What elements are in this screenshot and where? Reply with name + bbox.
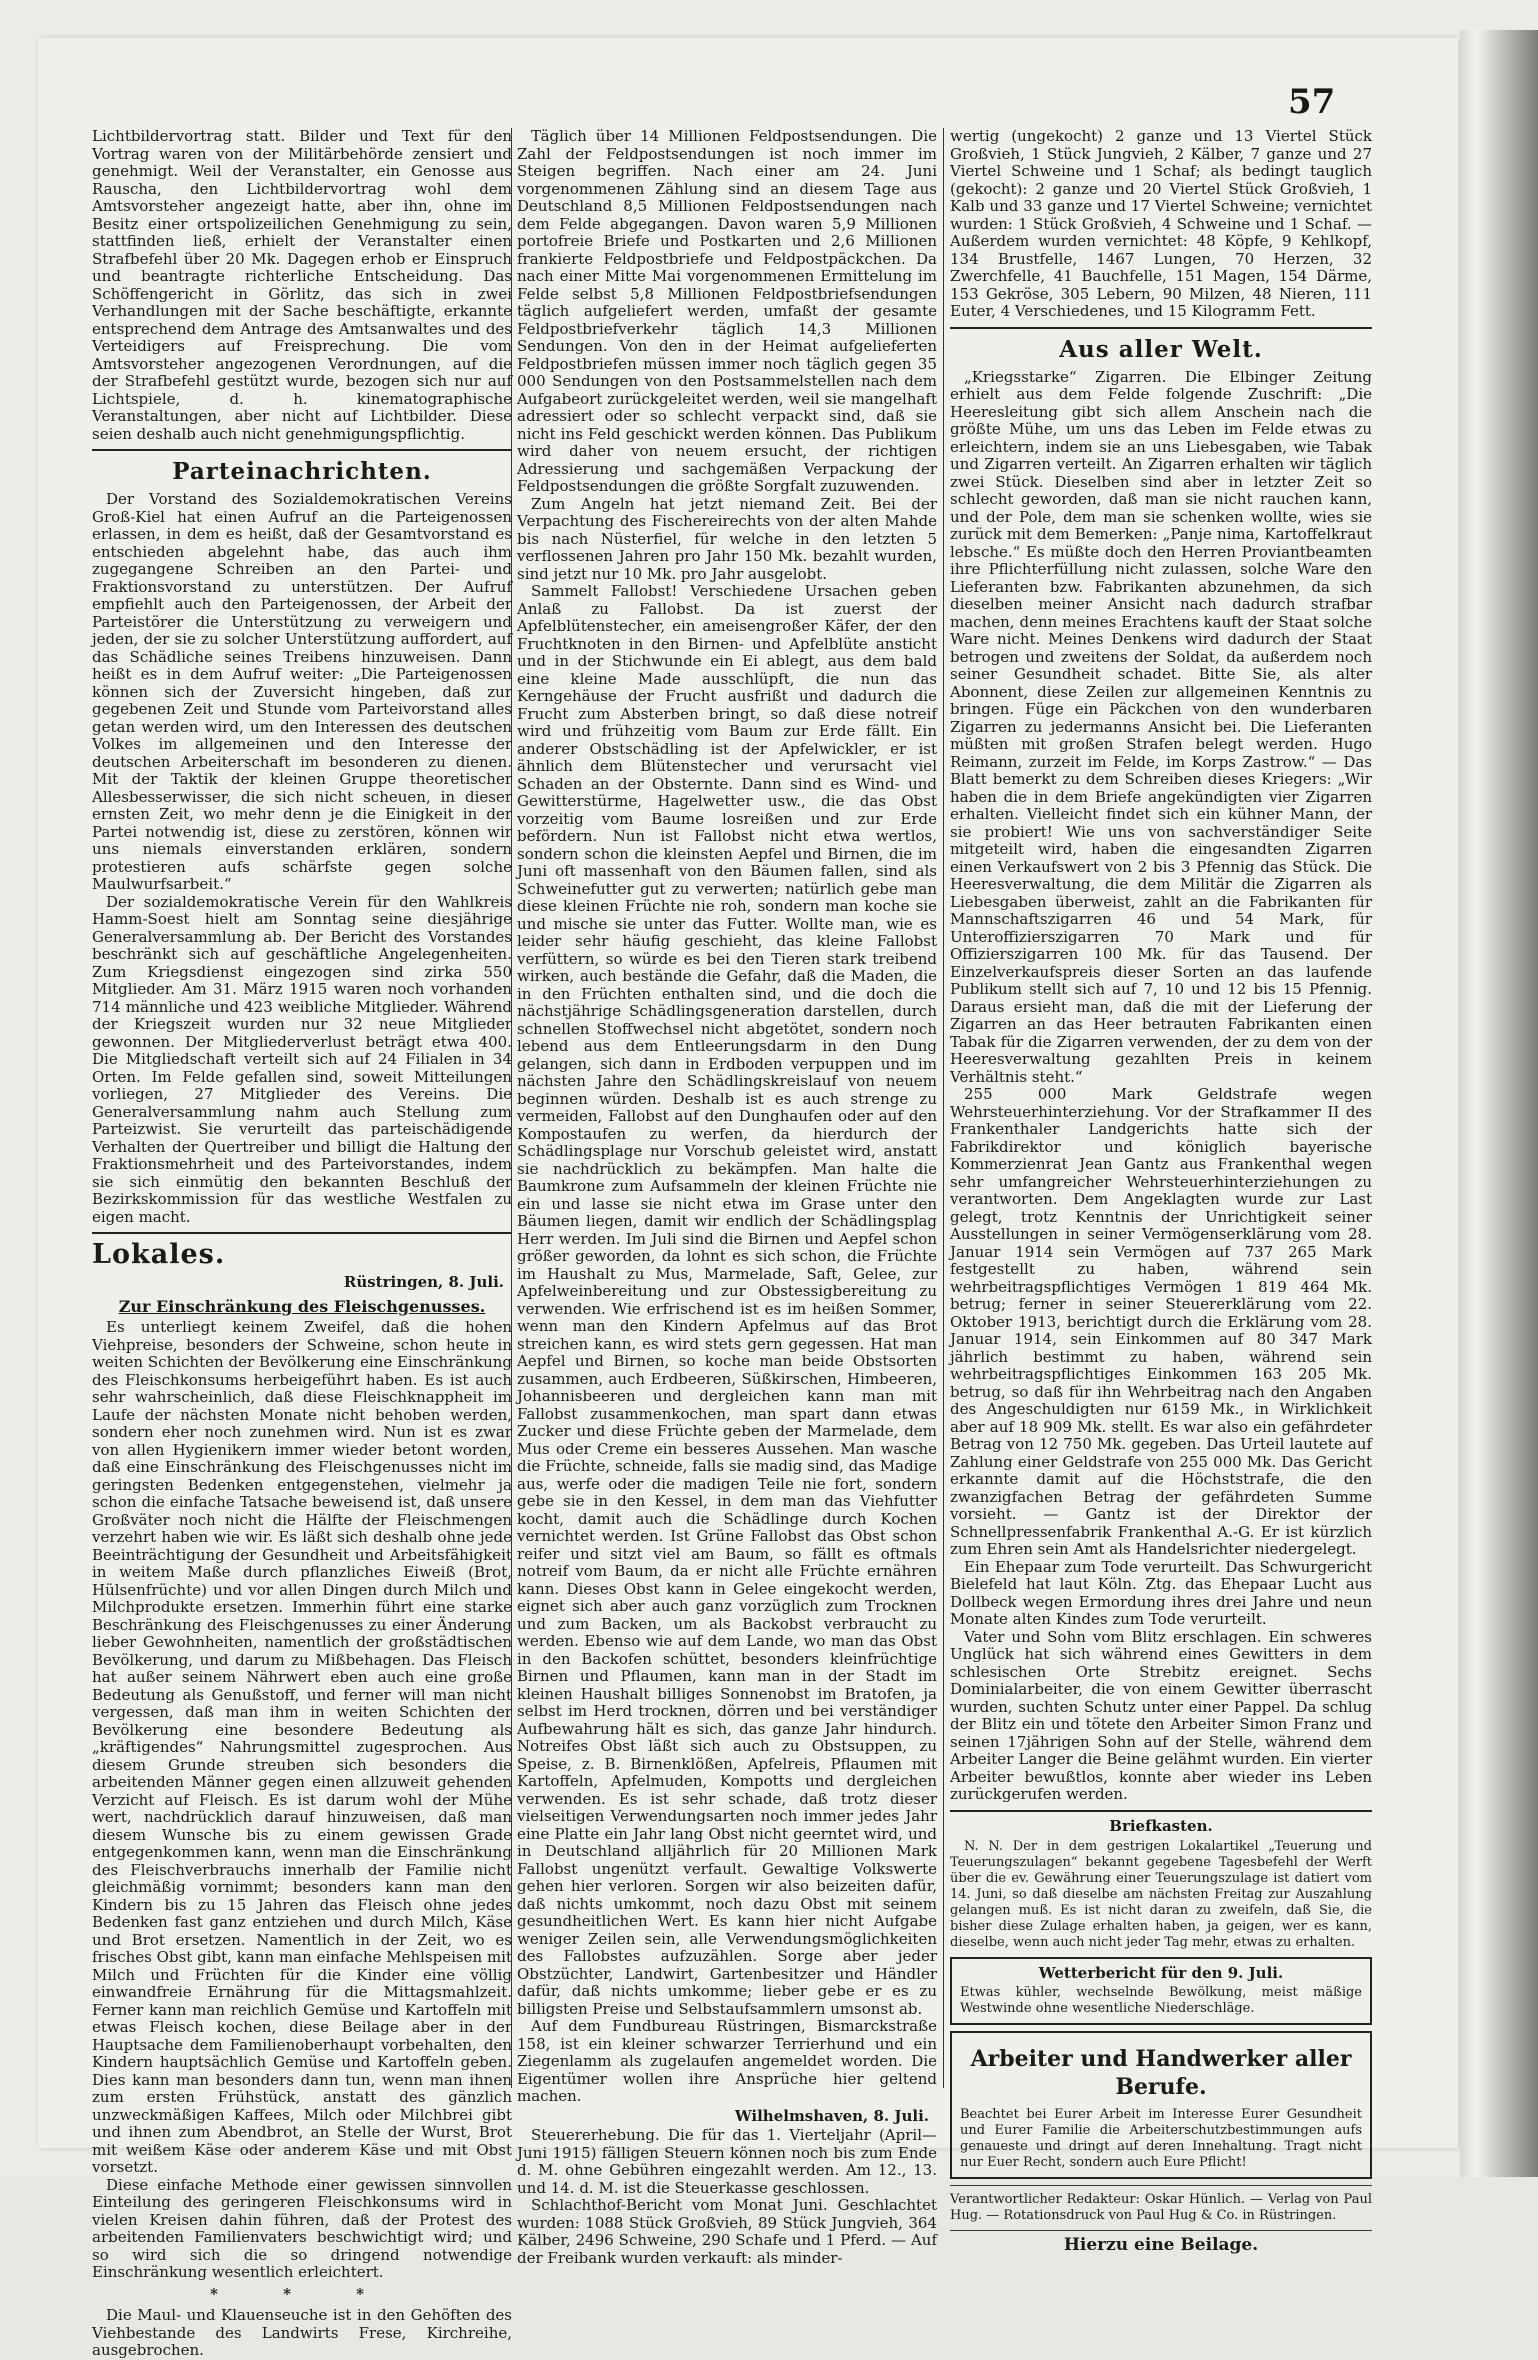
advert-text: Beachtet bei Eurer Arbeit im Interesse Eurer Gesundheit und Eurer Familie die Arbeiterschutzbestimmungen aufs genaueste und dringt auf deren Innehaltung. Tragt nicht nur Euer Recht, sondern auch Eure Pflicht! <box>960 2107 1362 2170</box>
advert-box <box>950 2031 1372 2179</box>
article-lichtbild: Lichtbildervortrag statt. Bilder und Text für den Vortrag waren von der Militärbehörde zensiert und genehmigt. Weil der Veranstalter, ein Genosse aus Rauscha, den Lichtbildervortrag wohl dem Amtsvorsteher angezeigt hatte, aber ihn, ohne im Besitz einer ortspolizeilichen Genehmigung zu sein, stattfinden ließ, erhielt der Veranstalter einen Strafbefehl über 20 Mk. Dagegen erhob er Einspruch und beantragte richterliche Entscheidung. Das Schöffengericht in Görlitz, das sich in zwei Verhandlungen mit der Sache beschäftigte, erkannte entsprechend dem Antrage des Amtsanwaltes und des Verteidigers auf Freisprechung. Die vom Amtsvorsteher angezogenen Verordnungen, auf die der Strafbefehl gestützt wurde, bezogen sich nur auf Lichtspiele, d. h. kinematographische Veranstaltungen, aber nicht auf Lichtbilder. Diese seien deshalb auch nicht genehmigungspflichtig. <box>92 127 512 443</box>
article-title-fleisch: Zur Einschränkung des Fleischgenusses. <box>118 1296 486 1316</box>
article-maulseuche: Die Maul- und Klauenseuche ist in den Gehöften des Viehbestande des Landwirts Frese, Kirchreihe, ausgebrochen. <box>92 2306 512 2359</box>
article-zigarren: „Kriegsstarke“ Zigarren. Die Elbinger Zeitung erhielt aus dem Felde folgende Zuschrift: „Die Heeresleitung gibt sich allem Anschein nach die größte Mühe, um uns das Leben im Felde etwas zu erleichtern, indem sie an uns Liebesgaben, wie Tabak und Zigarren verteilt. An Zigarren erhalten wir täglich zwei Stück. Dieselben sind aber in letzter Zeit so schlecht geworden, daß man sie nicht rauchen kann, und der Pole, dem man sie schenken wollte, wies sie zurück mit dem Bemerken: „Panje nima, Kartoffelkraut lebsche.“ Es müßte doch den Herren Proviantbeamten ihre Pflichterfüllung nicht zulassen, solche Ware den Lieferanten bzw. Fabrikanten abzunehmen, da sich dieselben meiner Ansicht nach dadurch strafbar machen, denn meines Erachtens kauft der Staat solche Ware nicht. Meines Denkens wird dadurch der Staat betrogen und zweitens der Soldat, da außerdem noch seiner Gesundheit schadet. Bitte Sie, als alter Abonnent, diese Zeilen zur allgemeinen Kenntnis zu bringen. Füge ein Päckchen von den wunderbaren Zigarren zu jedermanns Ansicht bei. Die Lieferanten müßten mit großen Strafen belegt werden. Hugo Reimann, zurzeit im Felde, im Korps Zastrow.“ — Das Blatt bemerkt zu dem Schreiben dieses Kriegers: „Wir haben die in dem Briefe angekündigten vier Zigarren erhalten. Vielleicht findet sich ein kühner Mann, der sie probiert! Wie uns von sachverständiger Seite mitgeteilt wird, haben die eingesandten Zigarren einen Verkaufswert von 2 bis 3 Pfennig das Stück. Die Heeresverwaltung, die dem Militär die Zigarren als Liebesgaben überweist, zahlt an die Fabrikanten für Mannschaftszigarren 46 und 54 Mark, für Unteroffizierszigarren 70 Mark und für Offizierszigarren 100 Mk. für das Tausend. Der Einzelverkaufspreis dieser Sorten an das laufende Publikum stellt sich auf 7, 10 und 12 bis 15 Pfennig. Daraus ersieht man, daß die mit der Lieferung der Zigarren an das Heer betrauten Fabrikanten einen Tabak für die Zigarren verwenden, der zu dem von der Heeresverwaltung gezahlten Preis in keinem Verhältnis steht.“ <box>950 367 1372 1086</box>
column-rule-2 <box>943 128 944 2088</box>
article-blitz: Vater und Sohn vom Blitz erschlagen. Ein schweres Unglück hat sich während eines Gewitters in dem schlesischen Orte Strebitz ereignet. Sechs Dominialarbeiter, die von einem Gewitter überrascht wurden, suchten Schutz unter einer Pappel. Da schlug der Blitz ein und tötete den Arbeiter Simon Franz und seinen 17jährigen Sohn auf der Stelle, während dem Arbeiter Langer die Beine gelähmt wurden. Ein vierter Arbeiter bewußtlos, konnte aber wieder ins Leben zurückgerufen werden. <box>950 1627 1372 1803</box>
column-1 <box>92 127 512 2359</box>
dateline-ruestringen: Rüstringen, 8. Juli. <box>343 1273 504 1291</box>
article-fleisch: Es unterliegt keinem Zweifel, daß die hohen Viehpreise, besonders der Schweine, schon heute in weiten Schichten der Bevölkerung eine Einschränkung des Fleischkonsums herbeigeführt haben. Es ist auch sehr wahrscheinlich, daß diese Fleischknappheit im Laufe der nächsten Monate nicht behoben werden, sondern eher noch zunehmen wird. Nun ist es zwar von allen Hygienikern immer wieder betont worden, daß eine Einschränkung des Fleischgenusses nicht im geringsten Bedenken entgegenstehen, vielmehr ja schon die einfache Tatsache beweisend ist, daß unsere Großväter noch nicht die Hälfte der Fleischmengen verzehrt haben wie wir. Es läßt sich deshalb ohne jede Beeinträchtigung der Gesundheit und Arbeitsfähigkeit in weitem Maße durch pflanzliches Eiweiß (Brot, Hülsenfrüchte) und vor allen Dingen durch Milch und Milchprodukte ersetzen. Immerhin führt eine starke Beschränkung des Fleischgenusses zu einer Änderung lieber Gewohnheiten, namentlich der großstädtischen Bevölkerung, und darum zu Mißbehagen. Das Fleisch hat außer seinem Nährwert eben auch eine große Bedeutung als Genußstoff, und ferner will man nicht vergessen, daß man ihm in weiten Schichten der Bevölkerung eine besondere Bedeutung als „kräftigendes“ Nahrungsmittel zugesprochen. Aus diesem Grunde streuben sich besonders die arbeitenden Männer gegen einen allzuweit gehenden Verzicht auf Fleisch. Es ist darum wohl der Mühe wert, nachdrücklich darauf hinzuweisen, daß man diesem Wunsche bis zu einem gewissen Grade entgegenkommen kann, wenn man die Einschränkung des Fleischverbrauchs innerhalb der Familie nicht gleichmäßig vornimmt; besonders kann man den Kindern bis zu 15 Jahren das Fleisch ohne jedes Bedenken fast ganz entziehen und durch Milch, Käse und Brot ersetzen. Namentlich in der Zeit, wo es frisches Obst gibt, kann man einfache Mehlspeisen mit Milch und Früchten für die Kinder eine völlig einwandfreie Ernährung für die Mittagsmahlzeit. Ferner kann man reichlich Gemüse und Kartoffeln mit etwas Fleisch kochen, diese Beilage aber in der Hauptsache dem Familienoberhaupt vorbehalten, den Kindern hauptsächlich Gemüse und Kartoffeln geben. Dies kann man besonders dann tun, wenn man ihnen zum ersten Frühstück, anstatt des gänzlich unzweckmäßigen Kaffees, Milch oder Milchbrei gibt und ihnen zum Abendbrot, an Stelle der Wurst, Brot mit weißem Käse oder anderem Käse und mit Obst vorsetzt. <box>92 1318 512 2176</box>
divider <box>950 1810 1372 1812</box>
divider <box>950 2230 1372 2231</box>
article-schlachthof-cont: wertig (ungekocht) 2 ganze und 13 Viertel Stück Großvieh, 1 Stück Jungvieh, 2 Kälber, 7 ganze und 27 Viertel Schweine und 1 Schaf; als bedingt tauglich (gekocht): 2 ganze und 20 Viertel Stück Großvieh, 1 Kalb und 33 ganze und 17 Viertel Schweine; vernichtet wurden: 1 Stück Großvieh, 4 Schweine und 1 Schaf. — Außerdem wurden vernichtet: 48 Köpfe, 9 Kehlkopf, 134 Brustfelle, 1467 Lungen, 70 Herzen, 32 Zwerchfelle, 41 Bauchfelle, 151 Magen, 154 Därme, 153 Gekröse, 305 Lebern, 90 Milzen, 48 Nieren, 111 Euter, 4 Verschiedenes, und 15 Kilogramm Fett. <box>950 127 1372 320</box>
weather-title: Wetterbericht für den 9. Juli. <box>1038 1964 1284 1982</box>
divider <box>92 449 512 451</box>
section-heading-partei: Parteinachrichten. <box>172 458 432 485</box>
divider <box>950 327 1372 329</box>
advert-title: Arbeiter und Handwerker aller Berufe. <box>970 2046 1352 2100</box>
briefkasten-text: N. N. Der in dem gestrigen Lokalartikel „Teuerung und Teuerungszulagen“ bekannt gegebene Tagesbefehl der Werft über die ev. Gewährung einer Teuerungszulage ist datiert vom 14. Juni, so daß dieselbe am nächsten Freitag zur Auszahlung gelangen muß. Es ist nicht daran zu zweifeln, daß Sie, die bisher diese Zulage erhalten haben, ja geigen, wer es kann, dieselbe, wenn auch nicht jeder Tag mehr, etwas zu erhalten. <box>950 1839 1372 1950</box>
page-number: 57 <box>1288 82 1336 122</box>
divider <box>950 2185 1372 2186</box>
footer-beilage: Hierzu eine Beilage. <box>1063 2235 1259 2255</box>
article-wehrsteuer: 255 000 Mark Geldstrafe wegen Wehrsteuerhinterziehung. Vor der Strafkammer II des Frankenthaler Landgerichts hatte sich der Fabrikdirektor und königlich bayerische Kommerzienrat Jean Gantz aus Frankenthal wegen sehr umfangreicher Wehrsteuerhinterziehungen zu verantworten. Dem Angeklagten wurde zur Last gelegt, trotz Kenntnis der Unrichtigkeit seiner Ausstellungen in seiner Vermögenserklärung vom 28. Januar 1914 sein Vermögen auf 737 265 Mark festgestellt zu haben, während sein wehrbeitragspflichtiges Vermögen 1 819 464 Mk. betrug; ferner in seiner Steuererklärung vom 22. Oktober 1913, berichtigt durch die Erklärung vom 28. Januar 1914, sein Einkommen auf 80 347 Mark jährlich bestimmt zu haben, während sein wehrbeitragspflichtiges Einkommen 163 205 Mk. betrug, so daß für ihn Wehrbeitrag nach den Angaben des Angeschuldigten nur 6159 Mk., in Wirklichkeit aber auf 18 909 Mk. stellt. Es war also ein gefährdeter Betrag von 12 750 Mk. gegeben. Das Urteil lautete auf Zahlung einer Geldstrafe von 255 000 Mk. Das Gericht erkannte damit auf die Höchststrafe, die den zwanzigfachen Betrag der gefährdeten Summe vorsieht. — Gantz ist der Direktor der Schnellpressenfabrik Frankenthal A.-G. Er ist kürzlich zum Ehren sein Amt als Handelsrichter niedergelegt. <box>950 1085 1372 1558</box>
column-2 <box>517 127 937 2267</box>
article-fallobst: Sammelt Fallobst! Verschiedene Ursachen geben Anlaß zu Fallobst. Da ist zuerst der Apfelblütenstecher, ein ameisengroßer Käfer, der den Fruchtknoten in den Birnen- und Apfelblüte ansticht und in der Stichwunde ein Ei ablegt, aus dem bald eine kleine Made ausschlüpft, die nun das Kerngehäuse der Frucht ausfrißt und dadurch die Frucht zum Absterben bringt, so daß diese notreif wird und frühzeitig vom Baum zur Erde fällt. Ein anderer Obstschädling ist der Apfelwickler, er ist ähnlich dem Blütenstecher und verursacht viel Schaden an der Obsternte. Dann sind es Wind- und Gewitterstürme, Hagelwetter usw., die das Obst vorzeitig vom Baume losreißen und zur Erde befördern. Nun ist Fallobst nicht etwa wertlos, sondern schon die kleinsten Aepfel und Birnen, die im Juni oft massenhaft von den Bäumen fallen, sind als Schweinefutter gut zu verwerten; natürlich gebe man diese kleinen Früchte nie roh, sondern man koche sie und mische sie unter das Futter. Wollte man, wie es leider sehr häufig geschieht, das kleine Fallobst verfüttern, so würde es bei den Tieren stark treibend wirken, auch bestände die Gefahr, daß die Maden, die in den Früchten enthalten sind, und die doch die nächstjährige Schädlingsgeneration darstellen, durch schnellen Stoffwechsel nicht abgetötet, sondern noch lebend aus dem Entleerungsdarm in den Dung gelangen, sich dann in Erdboden verpuppen und im nächsten Jahre den Schädlingskreislauf von neuem beginnen würden. Deshalb ist es auch strenge zu vermeiden, Fallobst auf den Dunghaufen oder auf den Kompostaufen zu werfen, da hierdurch der Schädlingsplage nur Vorschub geleistet wird, anstatt sie nachdrücklich zu bekämpfen. Man halte die Baumkrone zum Aufsammeln der kleinen Früchte nie ein und lasse sie nicht etwa im Grase unter den Bäumen liegen, damit wir endlich der Schädlingsplag Herr werden. Im Juli sind die Birnen und Aepfel schon größer geworden, da lohnt es sich schon, die Früchte im Haushalt zu Mus, Marmelade, Saft, Gelee, zur Apfelweinbereitung und zur Obstessigbereitung zu verwenden. Wie erfrischend ist es im heißen Sommer, wenn man den Kindern Apfelmus auf das Brot streichen kann, es wird stets gern gegessen. Hat man Aepfel und Birnen, so koche man beide Obstsorten zusammen, auch Erdbeeren, Süßkirschen, Himbeeren, Johannisbeeren und dergleichen kann man mit Fallobst zusammenkochen, man spart dann etwas Zucker und diese Früchte geben der Marmelade, dem Mus oder Creme ein besseres Aussehen. Man wasche die Früchte, schneide, falls sie madig sind, das Madige aus, werfe oder die madigen Teile nie fort, sondern gebe sie in den Kessel, in dem man das Viehfutter kocht, damit auch die Schädlinge durch Kochen vernichtet werden. Ist Grüne Fallobst das Obst schon reifer und sitzt viel am Baum, so fällt es oftmals notreif vom Baum, da er nicht alle Früchte ernähren kann. Dieses Obst kann in Gelee eingekocht werden, eignet sich aber auch ganz vorzüglich zum Trocknen und zum Backen, um als Backobst verbraucht zu werden. Ebenso wie auf dem Lande, wo man das Obst in den Backofen schüttet, besonders kleinfrüchtige Birnen und Pflaumen, kann man in der Stadt im kleinen Haushalt billiges Sonnenobst im Bratofen, ja selbst im Herd trocknen, dörren und bei verständiger Aufbewahrung hält es sich, das ganze Jahr hindurch. Notreifes Obst läßt sich auch zu Obstsuppen, zu Speise, z. B. Birnenklößen, Apfelreis, Pflaumen mit Kartoffeln, Apfelmuden, Kompotts und dergleichen verwenden. Es ist sehr schade, daß trotz dieser vielseitigen Verwendungsarten noch immer jedes Jahr eine Platte ein Jahr lang Obst nicht geerntet wird, und in Deutschland alljährlich für 20 Millionen Mark Fallobst ungenützt verfault. Gewaltige Volkswerte gehen hier verloren. Sorgen wir also beizeiten dafür, daß nichts umkommt, noch dazu Obst mit seinem gesundheitlichen Wert. Es kann hier nicht Aufgabe weniger Zeilen sein, alle Verwendungsmöglichkeiten des Fallobstes aufzuzählen. Sorge aber jeder Obstzüchter, Landwirt, Gartenbesitzer und Händler dafür, daß nichts umkomme; lieber gebe er es zu billigsten Preise und Selbstaufsammlern umsonst ab. <box>517 582 937 2018</box>
separator-stars: * * * <box>210 2284 394 2303</box>
article-ehepaar: Ein Ehepaar zum Tode verurteilt. Das Schwurgericht Bielefeld hat laut Köln. Ztg. das Ehepaar Lucht aus Dollbeck wegen Ermordung ihres drei Jahre und neun Monate alten Kindes zum Tode verurteilt. <box>950 1557 1372 1628</box>
article-feldpost: Täglich über 14 Millionen Feldpostsendungen. Die Zahl der Feldpostsendungen ist noch immer im Steigen begriffen. Nach einer am 24. Juni vorgenommenen Zählung sind an diesem Tage aus Deutschland 8,5 Millionen Feldpostsendungen nach dem Felde abgegangen. Davon waren 5,9 Millionen portofreie Briefe und Postkarten und 2,6 Millionen frankierte Feldpostbriefe und Feldpostpäckchen. Da nach einer Mitte Mai vorgenommenen Ermittelung im Felde selbst 5,8 Millionen Feldpostbriefsendungen täglich aufgeliefert werden, umfaßt der gesamte Feldpostbriefverkehr täglich 14,3 Millionen Sendungen. Von den in der Heimat aufgelieferten Feldpostbriefen müssen immer noch täglich gegen 35 000 Sendungen von den Postsammelstellen nach dem Aufgabeort zurückgeleitet werden, weil sie mangelhaft adressiert oder so schlecht verpackt sind, daß sie nicht ins Feld geschickt werden können. Das Publikum wird daher von neuem ersucht, der richtigen Adressierung und sachgemäßen Verpackung der Feldpostsendungen die größte Sorgfalt zuzuwenden. <box>517 127 937 495</box>
article-angeln: Zum Angeln hat jetzt niemand Zeit. Bei der Verpachtung des Fischereirechts von der alten Mahde bis nach Nüsterfiel, für welche in den letzten 5 verflossenen Jahren pro Jahr 150 Mk. bezahlt wurden, sind jetzt nur 10 Mk. pro Jahr ausgelobt. <box>517 494 937 583</box>
imprint: Verantwortlicher Redakteur: Oskar Hünlich. — Verlag von Paul Hug. — Rotationsdruck von Paul Hug & Co. in Rüstringen. <box>950 2192 1372 2223</box>
section-heading-lokales: Lokales. <box>92 1239 226 1270</box>
section-heading-welt: Aus aller Welt. <box>1059 335 1263 363</box>
article-hamm-soest: Der sozialdemokratische Verein für den Wahlkreis Hamm-Soest hielt am Sonntag seine diesjährige Generalversammlung ab. Der Bericht des Vorstandes beschränkt sich auf geschäftliche Angelegenheiten. Zum Kriegsdienst eingezogen sind zirka 550 Mitglieder. Am 31. März 1915 waren noch vorhanden 714 männliche und 423 weibliche Mitglieder. Während der Kriegszeit wurden nur 32 neue Mitglieder gewonnen. Der Mitgliederverlust beträgt etwa 400. Die Mitgliedschaft verteilt sich auf 24 Filialen in 34 Orten. Im Felde gefallen sind, soweit Mitteilungen vorliegen, 27 Mitglieder des Vereins. Die Generalversammlung nahm auch Stellung zum Parteizwist. Sie verurteilt das parteischädigende Verhalten der Quertreiber und billigt die Haltung der Fraktionsmehrheit und des Parteivorstandes, indem sie sich einmütig den bekannten Beschluß der Bezirkskommission für das westliche Westfalen zu eigen macht. <box>92 892 512 1226</box>
article-kiel: Der Vorstand des Sozialdemokratischen Vereins Groß-Kiel hat einen Aufruf an die Parteigenossen erlassen, in dem es heißt, daß der Gesamtvorstand es entschieden abgelehnt habe, das auch ihm zugegangene Schreiben an den Partei- und Fraktionsvorstand zu unterstützen. Der Aufruf empfiehlt auch den Parteigenossen, der Arbeit der Parteistörer die Unterstützung zu verweigern und jeden, der sie zu solcher Unterstützung auffordert, auf das Schädliche seines Treibens hinzuweisen. Dann heißt es in dem Aufruf weiter: „Die Parteigenossen können sich der Zuversicht hingeben, daß zur gegebenen Zeit und Stunde vom Parteivorstand alles getan werden wird, um den Interessen des deutschen Volkes im allgemeinen und den Interesse der deutschen Arbeiterschaft im besonderen zu dienen. Mit der Taktik der kleinen Gruppe theoretischer Allesbesserwisser, die sich nicht scheuen, in dieser ernsten Zeit, wo mehr denn je die Einigkeit in der Partei notwendig ist, diese zu zerstören, können wir uns niemals einverstanden erklären, sondern protestieren aufs schärfste gegen solche Maulwurfsarbeit.“ <box>92 490 512 893</box>
weather-text: Etwas kühler, wechselnde Bewölkung, meist mäßige Westwinde ohne wesentliche Niederschläge. <box>960 1985 1362 2016</box>
article-steuer: Steuererhebung. Die für das 1. Vierteljahr (April—Juni 1915) fälligen Steuern können noch bis zum Ende d. M. ohne Gebühren eingezahlt werden. Am 12., 13. und 14. d. M. ist die Steuerkasse geschlossen. <box>517 2126 937 2197</box>
article-fleisch-end: Diese einfache Methode einer gewissen sinnvollen Einteilung des geringeren Fleischkonsums wird in vielen Kreisen dahin führen, daß der Protest des arbeitenden Familienvaters beschwichtigt wird; und so wird sich die so dringend notwendige Einschränkung wesentlich erleichtert. <box>92 2175 512 2281</box>
article-schlachthof: Schlachthof-Bericht vom Monat Juni. Geschlachtet wurden: 1088 Stück Großvieh, 89 Stück Jungvieh, 364 Kälber, 2496 Schweine, 290 Schafe und 1 Pferd. — Auf der Freibank wurden verkauft: als minder- <box>517 2196 937 2267</box>
page-edge-shadow <box>1460 30 1538 2177</box>
column-3 <box>950 127 1372 2255</box>
briefkasten-title: Briefkasten. <box>1109 1816 1213 1835</box>
dateline-wilhelmshaven: Wilhelmshaven, 8. Juli. <box>734 2106 929 2125</box>
divider <box>92 1232 512 1234</box>
article-fundbureau: Auf dem Fundbureau Rüstringen, Bismarckstraße 158, ist ein kleiner schwarzer Terrierhund und ein Ziegenlamm als zugelaufen angemeldet worden. Die Eigentümer wollen ihre Ansprüche hier geltend machen. <box>517 2017 937 2105</box>
weather-box <box>950 1957 1372 2025</box>
